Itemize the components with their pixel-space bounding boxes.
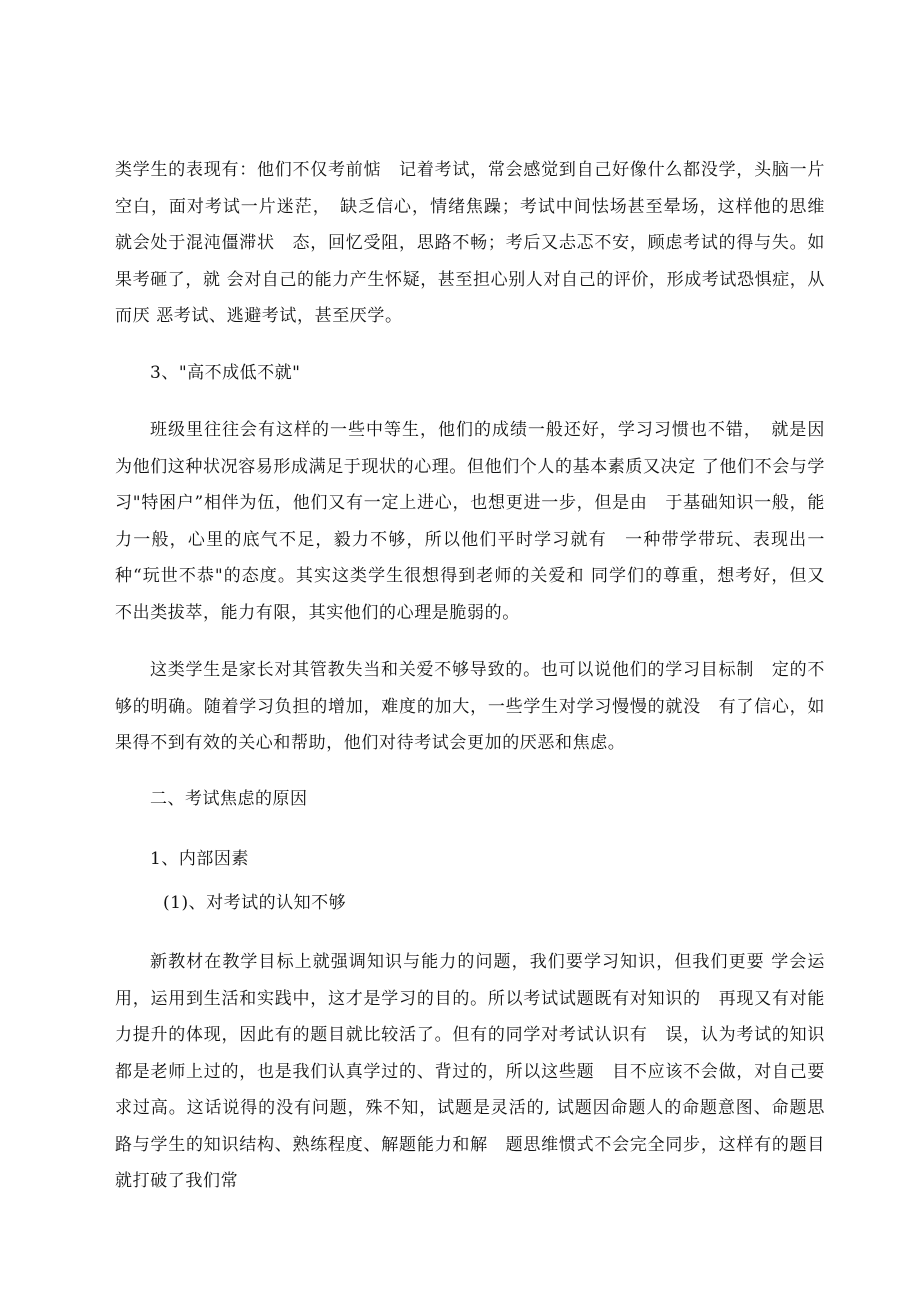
section-heading-causes: 二、考试焦虑的原因 [150, 789, 308, 809]
paragraph-student-performance: 类学生的表现有：他们不仅考前惦 记着考试，常会感觉到自己好像什么都没学，头脑一片空白，面对考试一片迷茫， 缺乏信心，情绪焦躁；考试中间怯场甚至晕场，这样他的思维就会处于混沌僵滞状 态，回忆受阻，思路不畅；考后又忐忑不安，顾虑考试的得与失。如果考砸了，就 会对自己的能力产生怀疑，甚至担心别人对自己的评价，形成考试恐惧症，从而厌 恶考试、逃避考试，甚至厌学。 [115, 160, 826, 326]
section-heading-3: 3、"高不成低不就" [150, 363, 301, 383]
paragraph-middle-students: 班级里往往会有这样的一些中等生，他们的成绩一般还好，学习习惯也不错， 就是因为他们这种状况容易形成满足于现状的心理。但他们个人的基本素质又决定 了他们不会与学习"特困户”相伴为伍，他们又有一定上进心，也想更进一步，但是由 于基础知识一般，能力一般，心里的底气不足，毅力不够，所以他们平时学习就有 一种带学带玩、表现出一种“玩世不恭"的态度。其实这类学生很想得到老师的关爱和 同学们的尊重，想考好，但又不出类拔萃，能力有限，其实他们的心理是脆弱的。 [115, 420, 826, 623]
section-heading-internal: 1、内部因素 [150, 849, 249, 869]
paragraph-parent-cause: 这类学生是家长对其管教失当和关爱不够导致的。也可以说他们的学习目标制 定的不够的明确。随着学习负担的增加，难度的加大，一些学生对学习慢慢的就没 有了信心，如果得不到有效的关心和帮助，他们对待考试会更加的厌恶和焦虑。 [115, 660, 825, 753]
subsection-heading-cognition: (1)、对考试的认知不够 [163, 893, 347, 913]
paragraph-new-curriculum: 新教材在教学目标上就强调知识与能力的问题，我们要学习知识，但我们更要 学会运用，运用到生活和实践中，这才是学习的目的。所以考试试题既有对知识的 再现又有对能力提升的体现，因此有的题目就比较活了。但有的同学对考试认识有 误，认为考试的知识都是老师上过的，也是我们认真学过的、背过的，所以这些题 目不应该不会做，对自己要求过高。这话说得的没有问题，殊不知，试题是灵活的, 试题因命题人的命题意图、命题思路与学生的知识结构、熟练程度、解题能力和解 题思维惯式不会完全同步，这样有的题目就打破了我们常 [115, 952, 825, 1191]
